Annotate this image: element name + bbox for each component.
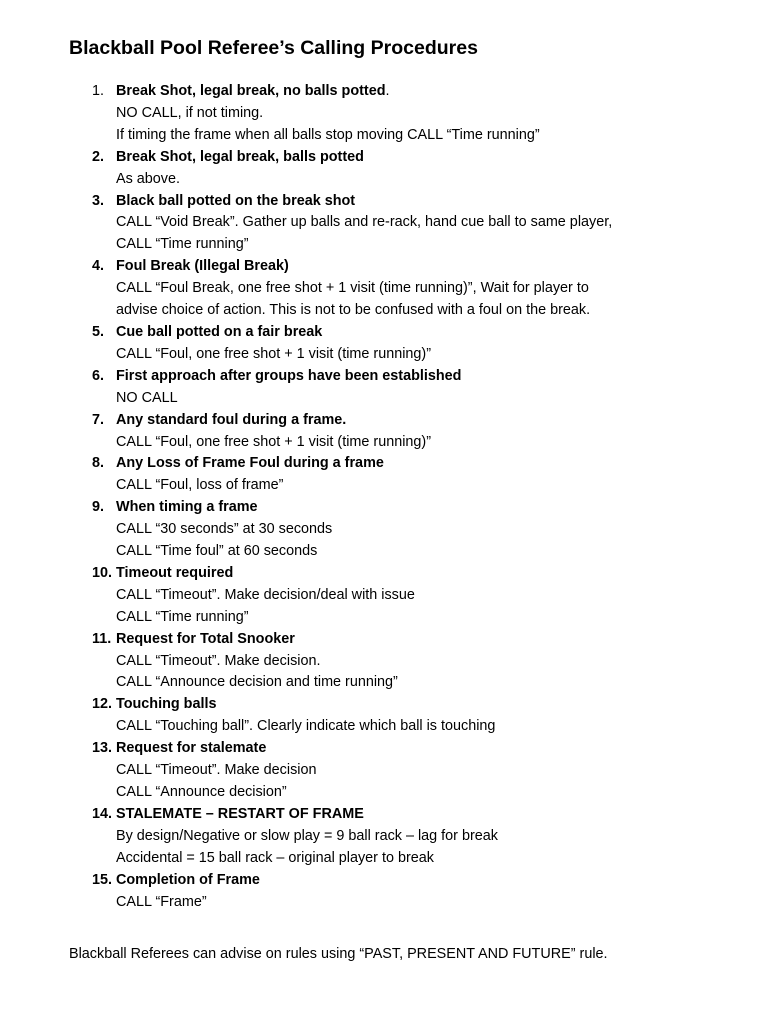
item-call-line: By design/Negative or slow play = 9 ball rack – lag for break (116, 827, 498, 844)
procedure-item (69, 322, 728, 366)
item-heading: First approach after groups have been established (116, 367, 462, 384)
item-call-line: CALL “Frame” (116, 893, 207, 910)
procedure-item (69, 629, 728, 695)
item-heading: When timing a frame (116, 499, 258, 516)
item-heading: Break Shot, legal break, balls potted (116, 148, 364, 165)
item-heading: Timeout required (116, 564, 234, 581)
item-number: 12. (92, 696, 113, 713)
item-number: 14. (92, 805, 113, 822)
item-heading: Any Loss of Frame Foul during a frame (116, 455, 384, 472)
item-heading-suffix: . (385, 83, 390, 99)
item-heading: Completion of Frame (116, 871, 260, 888)
procedure-item (69, 563, 728, 629)
item-number: 9. (92, 499, 105, 516)
item-number: 11. (92, 630, 112, 647)
item-heading: Request for stalemate (116, 740, 267, 757)
item-call-line: advise choice of action. This is not to be confused with a foul on the break. (116, 302, 591, 319)
procedure-item (69, 256, 728, 322)
item-call-line: NO CALL (116, 389, 178, 406)
item-call-line: CALL “Foul Break, one free shot + 1 visit (time running)”, Wait for player to (116, 280, 589, 297)
item-call-line: CALL “Time foul” at 60 seconds (116, 543, 318, 560)
item-heading: Request for Total Snooker (116, 630, 295, 647)
item-heading-line (116, 738, 728, 760)
procedure-item (69, 147, 728, 191)
item-number: 13. (92, 740, 113, 757)
item-heading-line (116, 694, 728, 716)
item-number: 7. (92, 411, 105, 428)
item-heading-line (116, 410, 728, 432)
item-call-line: CALL “Announce decision” (116, 784, 287, 800)
item-call-line: CALL “Foul, loss of frame” (116, 477, 284, 494)
procedure-item (69, 410, 728, 454)
item-call-line: CALL “Touching ball”. Clearly indicate which ball is touching (116, 718, 496, 735)
item-number: 4. (92, 258, 105, 275)
item-call-line: NO CALL, if not timing. (116, 104, 264, 121)
procedure-item (69, 81, 728, 147)
procedure-item (69, 804, 728, 870)
item-call-line: CALL “Announce decision and time running” (116, 674, 398, 691)
item-call-line: CALL “Foul, one free shot + 1 visit (time running)” (116, 345, 431, 362)
item-heading: Black ball potted on the break shot (116, 192, 356, 209)
procedure-item (69, 738, 728, 804)
item-heading-line (116, 804, 728, 826)
item-number: 2. (92, 148, 105, 165)
document-title: Blackball Pool Referee’s Calling Procedures (69, 37, 478, 59)
item-call-line: If timing the frame when all balls stop moving CALL “Time running” (116, 126, 540, 143)
item-heading: Foul Break (Illegal Break) (116, 258, 289, 275)
item-call-line: CALL “Timeout”. Make decision (116, 762, 317, 779)
item-call-line: CALL “Foul, one free shot + 1 visit (time running)” (116, 433, 431, 450)
item-heading: Cue ball potted on a fair break (116, 323, 323, 340)
item-call-line: CALL “Time running” (116, 236, 249, 253)
item-call-line: Accidental = 15 ball rack – original player to break (116, 849, 434, 866)
item-heading-line (116, 870, 728, 892)
item-call-line: CALL “Time running” (116, 608, 249, 625)
item-number: 6. (92, 367, 105, 384)
procedure-item (69, 453, 728, 497)
item-call-line: CALL “Void Break”. Gather up balls and re-rack, hand cue ball to same player, (116, 214, 613, 231)
procedure-item (69, 694, 728, 738)
item-call-line: CALL “30 seconds” at 30 seconds (116, 521, 333, 538)
procedure-item (69, 191, 728, 257)
item-number: 10. (92, 564, 113, 581)
item-heading: Any standard foul during a frame. (116, 411, 347, 428)
item-number: 15. (92, 871, 113, 888)
item-number: 8. (92, 455, 105, 472)
item-heading-line (116, 497, 728, 519)
item-number: 5. (92, 323, 105, 340)
item-heading-line (116, 256, 728, 278)
item-heading: STALEMATE – RESTART OF FRAME (116, 805, 364, 822)
item-heading: Break Shot, legal break, no balls potted (116, 83, 386, 99)
item-heading-line (116, 563, 728, 585)
item-number: 1. (92, 83, 105, 99)
item-call-line: CALL “Timeout”. Make decision. (116, 652, 321, 669)
procedure-item (69, 497, 728, 563)
item-call-line: CALL “Timeout”. Make decision/deal with issue (116, 586, 415, 603)
item-heading-line (116, 191, 728, 213)
procedure-item (69, 870, 728, 914)
item-heading-line (116, 453, 728, 475)
item-heading: Touching balls (116, 696, 217, 713)
item-heading-line (116, 322, 728, 344)
procedure-item (69, 366, 728, 410)
footer-note: Blackball Referees can advise on rules using “PAST, PRESENT AND FUTURE” rule. (69, 946, 608, 962)
item-heading-line (116, 147, 728, 169)
item-call-line: As above. (116, 170, 180, 187)
procedure-list (69, 81, 728, 913)
item-heading-line (116, 366, 728, 388)
item-heading-line (116, 629, 728, 651)
item-heading-line (116, 81, 728, 103)
item-number: 3. (92, 192, 105, 209)
